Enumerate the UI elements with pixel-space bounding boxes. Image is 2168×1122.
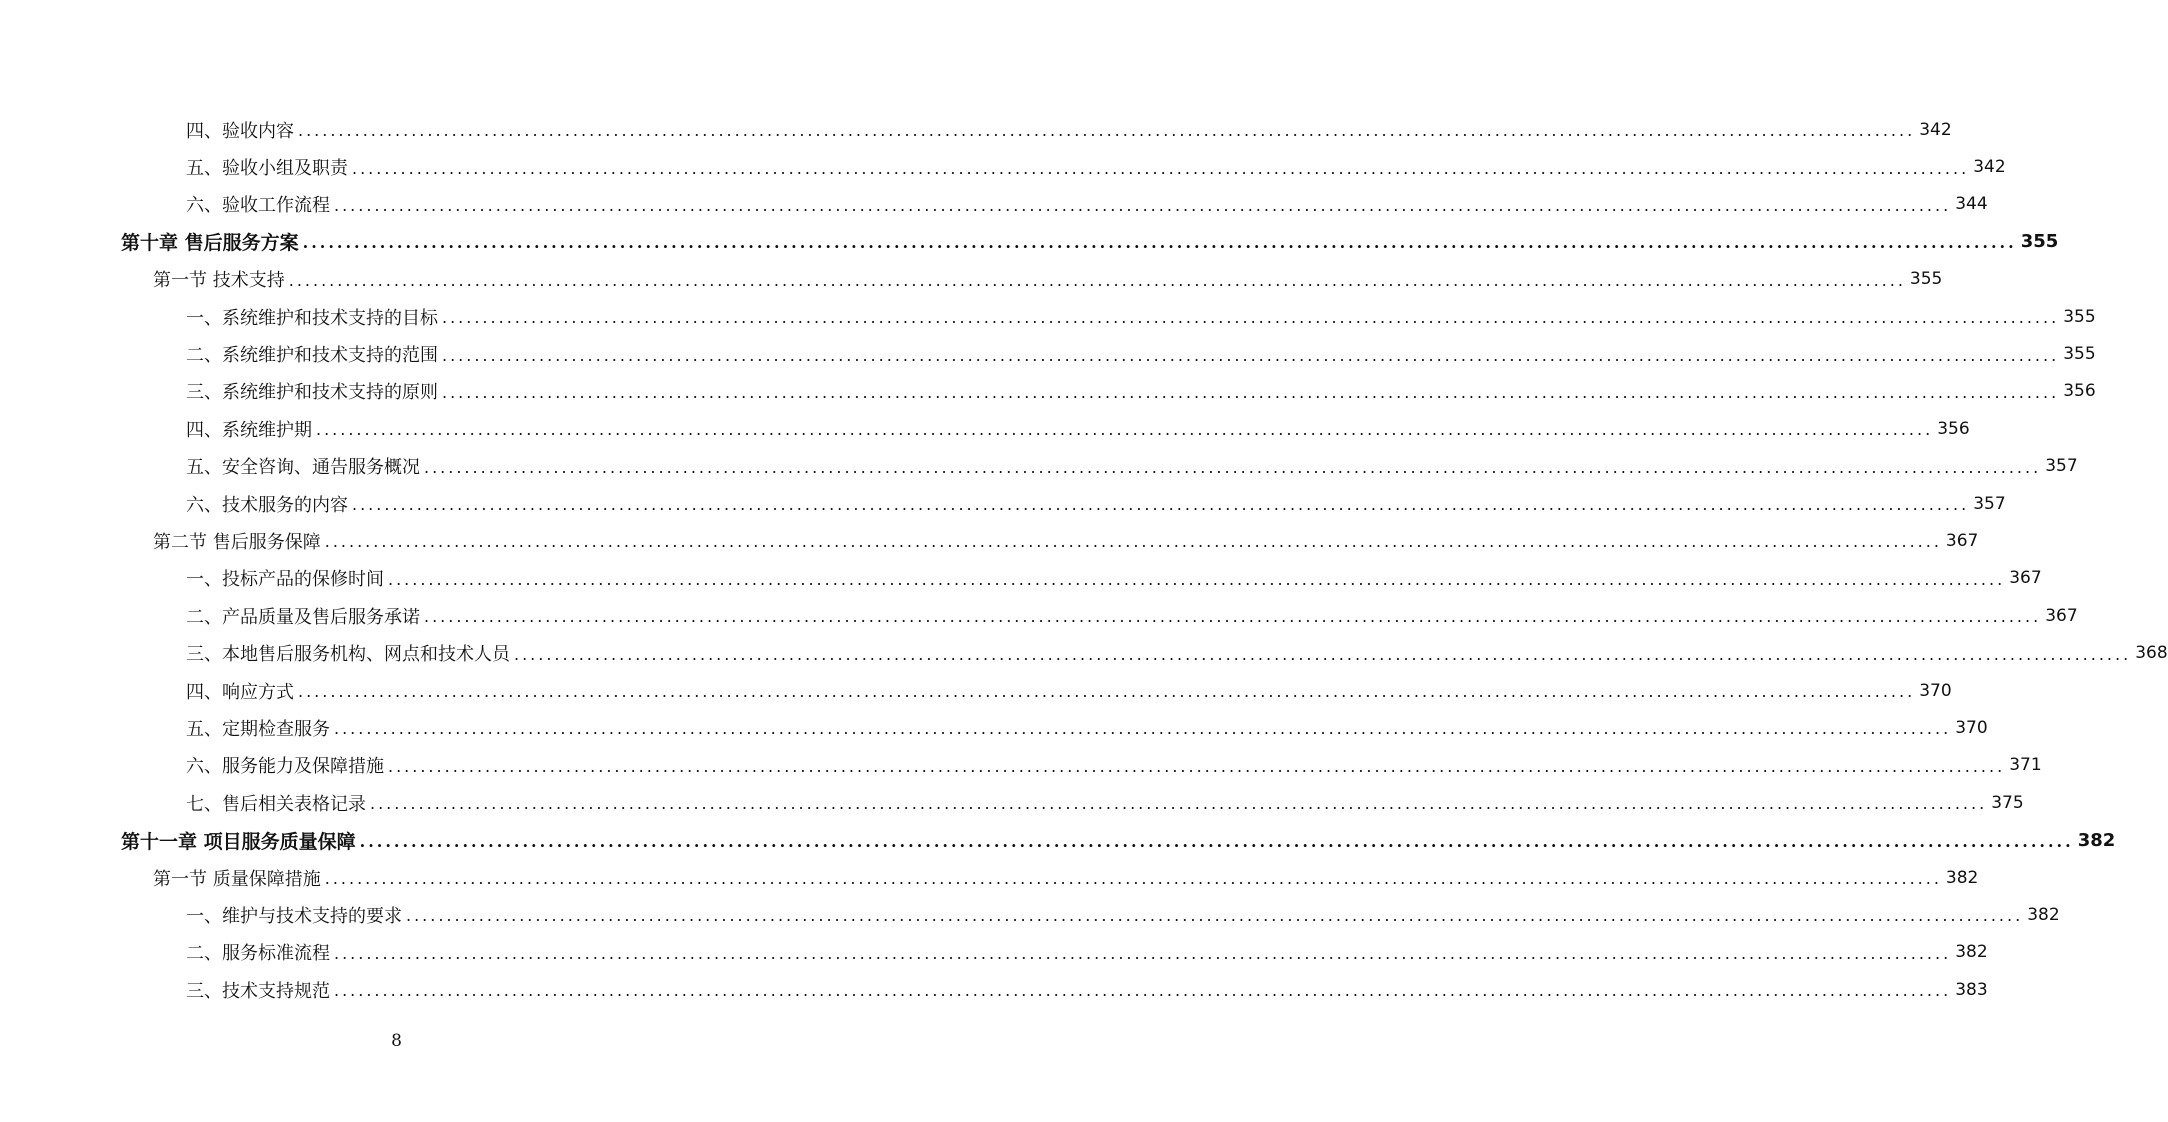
toc-entry-label: 第十章 售后服务方案 — [121, 232, 299, 255]
dot-leader: ........................................................................................................................................................................................................ — [359, 831, 2074, 851]
toc-entry-item[interactable] — [0, 186, 1988, 223]
toc-entry-label: 四、系统维护期 — [186, 419, 312, 441]
dot-leader: ........................................................................................................................................................................................................ — [424, 607, 2042, 627]
toc-entry-label: 五、验收小组及职责 — [186, 158, 348, 180]
toc-entry-page: 344 — [1955, 194, 1988, 215]
toc-entry-item[interactable] — [0, 485, 2006, 522]
toc-entry-page: 367 — [2009, 568, 2042, 589]
toc-entry-page: 370 — [1955, 717, 1988, 738]
toc-entry-item[interactable] — [0, 148, 2006, 185]
toc-entry-page: 355 — [2063, 306, 2096, 327]
dot-leader: ........................................................................................................................................................................................................ — [334, 943, 1952, 963]
toc-entry-label: 二、产品质量及售后服务承诺 — [186, 606, 420, 628]
dot-leader: ........................................................................................................................................................................................................ — [334, 195, 1952, 215]
toc-entry-item[interactable] — [0, 373, 2096, 410]
toc-entry-item[interactable] — [0, 672, 1952, 709]
toc-entry-item[interactable] — [0, 298, 2096, 335]
dot-leader: ........................................................................................................................................................................................................ — [324, 532, 1942, 552]
toc-entry-label: 一、投标产品的保修时间 — [186, 569, 384, 591]
toc-entry-page: 371 — [2009, 755, 2042, 776]
toc-entry-page: 356 — [1937, 418, 1970, 439]
toc-entry-item[interactable] — [0, 410, 1970, 447]
toc-entry-page: 342 — [1919, 119, 1952, 140]
toc-entry-label: 三、本地售后服务机构、网点和技术人员 — [186, 644, 510, 666]
toc-entry-page: 382 — [2077, 829, 2116, 851]
dot-leader: ........................................................................................................................................................................................................ — [514, 644, 2132, 664]
dot-leader: ........................................................................................................................................................................................................ — [352, 495, 1970, 515]
dot-leader: ........................................................................................................................................................................................................ — [316, 420, 1934, 440]
toc-entry-label: 第一节 技术支持 — [153, 270, 285, 292]
toc-entry-page: 367 — [1945, 530, 1979, 551]
dot-leader: ........................................................................................................................................................................................................ — [388, 756, 2006, 776]
toc-entry-page: 357 — [1973, 493, 2006, 514]
toc-entry-label: 六、技术服务的内容 — [186, 494, 348, 516]
toc-entry-item[interactable] — [0, 934, 1988, 971]
dot-leader: ........................................................................................................................................................................................................ — [370, 794, 1988, 814]
toc-entry-label: 第十一章 项目服务质量保障 — [121, 830, 356, 853]
toc-entry-page: 355 — [1909, 269, 1943, 290]
toc-entry-item[interactable] — [0, 709, 1988, 746]
toc-entry-page: 357 — [2045, 456, 2078, 477]
dot-leader: ........................................................................................................................................................................................................ — [442, 345, 2060, 365]
toc-entry-page: 370 — [1919, 680, 1952, 701]
dot-leader: ........................................................................................................................................................................................................ — [442, 382, 2060, 402]
toc-entry-chapter[interactable] — [0, 821, 2116, 858]
toc-entry-item[interactable] — [0, 634, 2168, 671]
dot-leader: ........................................................................................................................................................................................................ — [324, 869, 1942, 888]
toc-entry-page: 367 — [2045, 605, 2078, 626]
toc-entry-label: 一、维护与技术支持的要求 — [186, 905, 402, 927]
toc-entry-page: 375 — [1991, 792, 2024, 813]
toc-entry-label: 六、验收工作流程 — [186, 195, 330, 217]
toc-entry-label: 五、定期检查服务 — [186, 718, 330, 740]
toc-entry-label: 一、系统维护和技术支持的目标 — [186, 307, 438, 329]
toc-entry-item[interactable] — [0, 560, 2042, 597]
dot-leader: ........................................................................................................................................................................................................ — [442, 308, 2060, 328]
page-number: 8 — [391, 1031, 402, 1051]
toc-entry-page: 382 — [2027, 904, 2060, 925]
toc-entry-label: 二、服务标准流程 — [186, 943, 330, 965]
dot-leader: ........................................................................................................................................................................................................ — [334, 719, 1952, 739]
dot-leader: ........................................................................................................................................................................................................ — [288, 270, 1906, 290]
toc-entry-label: 四、响应方式 — [186, 681, 294, 703]
toc-entry-label: 六、服务能力及保障措施 — [186, 756, 384, 778]
toc-entry-label: 四、验收内容 — [186, 120, 294, 142]
toc-entry-page: 382 — [1945, 867, 1979, 888]
toc-entry-section[interactable] — [0, 261, 1943, 298]
toc-entry-item[interactable] — [0, 111, 1952, 148]
dot-leader: ........................................................................................................................................................................................................ — [334, 981, 1952, 1001]
toc-entry-label: 二、系统维护和技术支持的范围 — [186, 345, 438, 367]
dot-leader: ........................................................................................................................................................................................................ — [298, 121, 1916, 141]
dot-leader: ........................................................................................................................................................................................................ — [302, 233, 2017, 253]
dot-leader: ........................................................................................................................................................................................................ — [298, 682, 1916, 702]
dot-leader: ........................................................................................................................................................................................................ — [424, 457, 2042, 477]
toc-entry-label: 三、系统维护和技术支持的原则 — [186, 382, 438, 404]
toc-entry-page: 356 — [2063, 381, 2096, 402]
toc-entry-section[interactable] — [0, 859, 1979, 896]
table-of-contents — [0, 111, 2168, 1008]
toc-entry-label: 七、售后相关表格记录 — [186, 793, 366, 815]
toc-entry-section[interactable] — [0, 522, 1979, 559]
toc-entry-item[interactable] — [0, 747, 2042, 784]
dot-leader: ........................................................................................................................................................................................................ — [352, 158, 1970, 178]
toc-entry-label: 第一节 质量保障措施 — [153, 868, 321, 890]
toc-entry-item[interactable] — [0, 971, 1988, 1008]
toc-entry-item[interactable] — [0, 896, 2060, 933]
dot-leader: ........................................................................................................................................................................................................ — [406, 906, 2024, 926]
toc-entry-page: 383 — [1955, 979, 1988, 1000]
toc-entry-page: 355 — [2063, 344, 2096, 365]
toc-entry-item[interactable] — [0, 784, 2024, 821]
toc-entry-label: 第二节 售后服务保障 — [153, 531, 321, 553]
toc-entry-label: 五、安全咨询、通告服务概况 — [186, 457, 420, 479]
toc-entry-page: 342 — [1973, 157, 2006, 178]
toc-entry-item[interactable] — [0, 597, 2078, 634]
toc-entry-page: 355 — [2020, 231, 2059, 253]
toc-entry-page: 382 — [1955, 942, 1988, 963]
toc-entry-chapter[interactable] — [0, 223, 2059, 260]
toc-entry-item[interactable] — [0, 335, 2096, 372]
toc-entry-label: 三、技术支持规范 — [186, 980, 330, 1002]
dot-leader: ........................................................................................................................................................................................................ — [388, 569, 2006, 589]
toc-entry-page: 368 — [2135, 643, 2168, 664]
toc-entry-item[interactable] — [0, 448, 2078, 485]
